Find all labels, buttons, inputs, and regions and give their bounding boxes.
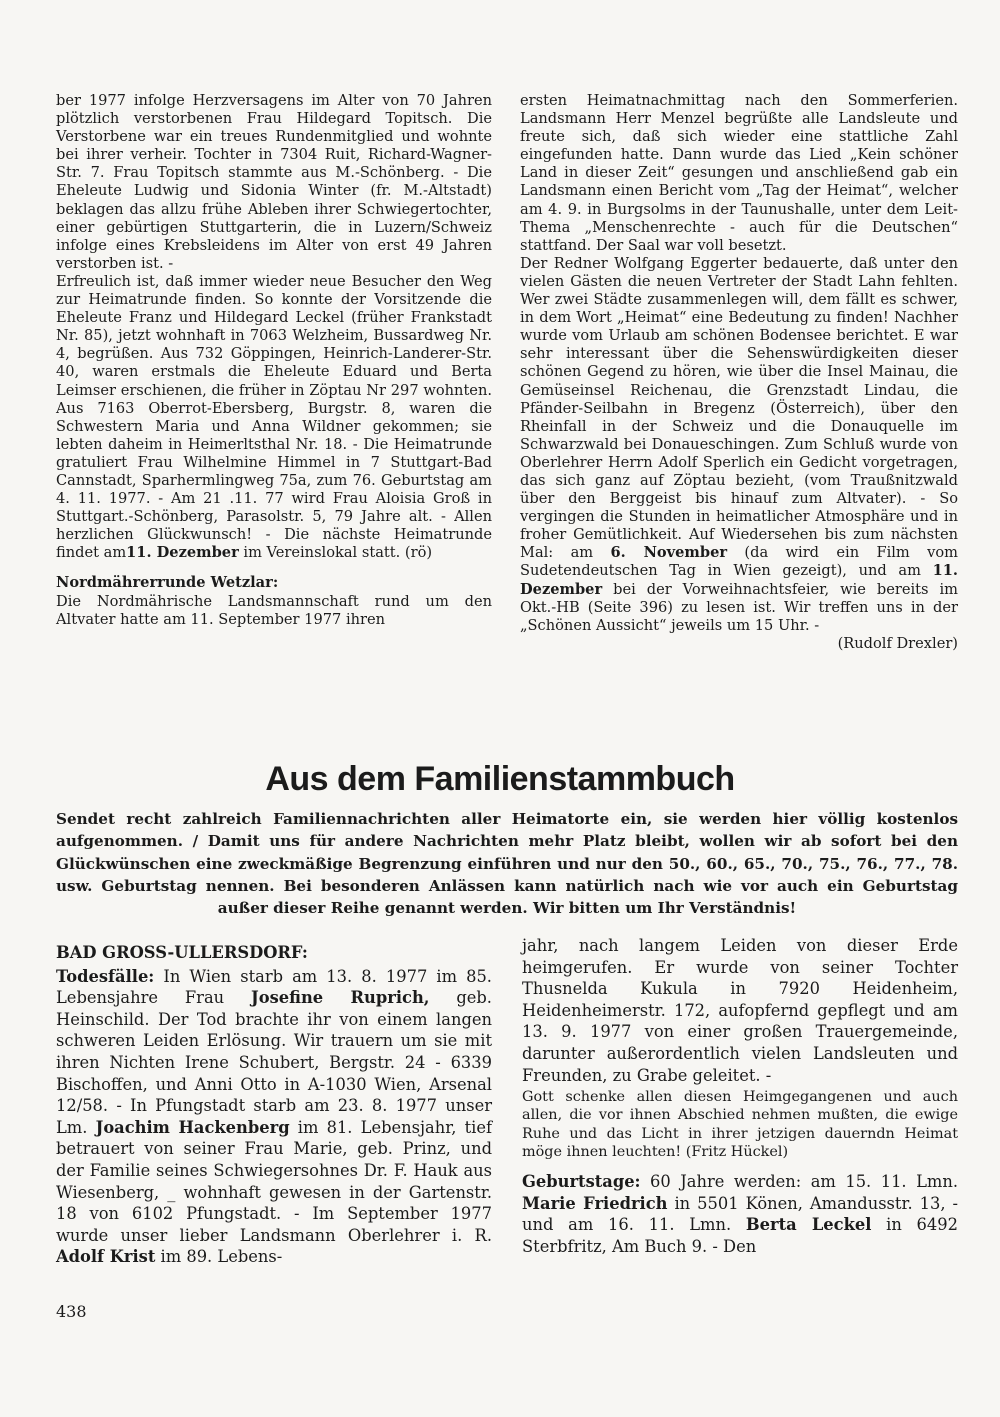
emphasis: 11. Dezember (126, 544, 239, 562)
emphasis: Josefine Ruprich, (251, 988, 430, 1008)
text: In Wien starb am 13. 8. 1977 im 85. Lebensjahre Frau (56, 966, 492, 1008)
bottom-right-column (522, 935, 958, 1257)
text: in 5501 Könen, Amandusstr. 13, - und am 16. 11. Lmn. (522, 1193, 959, 1235)
emphasis: Berta Leckel (745, 1215, 872, 1235)
text: im 89. Lebens- (155, 1247, 283, 1267)
top-right-column (520, 92, 958, 653)
paragraph (522, 935, 958, 1086)
text: im Vereinslokal statt. (rö) (238, 544, 433, 562)
text: Gott schenke allen diesen Heimgegangenen und auch allen, die vor ihnen Abschied nehmen mußten, die ewige Ruhe und das Licht in ihrer jetzigen dauerndn Heimat möge ihnen leuchten! (Fritz Hückel) (522, 1089, 958, 1160)
text: 60 Jahre werden: am 15. 11. Lmn. (640, 1171, 958, 1191)
text: jahr, nach langem Leiden von dieser Erde heimgerufen. Er wurde von seiner Tochter Thusnelda Kukula in 7920 Heidenheim, Heidenheimerstr. 172, aufopfernd gepflegt und am 13. 9. 1977 von einer großen Trauergemeinde, darunter außerordentlich vielen Landsleuten und Freunden, zu Grabe geleitet. - (522, 936, 958, 1085)
text: ersten Heimatnachmittag nach den Sommerferien. Landsmann Herr Menzel begrüßte alle Landsleute und freute sich, daß sich wieder eine stattliche Zahl eingefunden hatte. Dann wurde das Lied „Kein schöner Land in dieser Zeit“ gesungen und anschließend gab ein Landsmann einen Bericht vom „Tag der Heimat“, welcher am 4. 9. in Burgsolms in der Taunushalle, unter dem Leit-Thema „Menschenrechte - auch für die Deutschen“ stattfand. Der Saal war voll besetzt. (520, 92, 958, 254)
emphasis: Adolf Krist (56, 1247, 156, 1267)
text: (da wird ein Film vom Sudetendeutschen Tag in Wien gezeigt), und am (520, 544, 959, 580)
place-heading: BAD GROSS-ULLERSDORF: (56, 943, 308, 962)
paragraph (520, 92, 958, 255)
text: Der Redner Wolfgang Eggerter bedauerte, daß unter den vielen Gästen die neuen Vertreter der Stadt Lahn fehlten. Wer zwei Städte zusammenlegen will, dem fällt es schwer, in dem Wort „Heimat“ eine Bedeutung zu finden! Nachher wurde vom Urlaub am schönen Bodensee berichtet. E war sehr interessant über die Sehenswürdigkeiten dieser schönen Gegend zu hören, wie über die Insel Mainau, die Gemüseinsel Reichenau, die Grenzstadt Lindau, die Pfänder-Seilbahn in Bregenz (Österreich), über den Rheinfall in der Schweiz und die Donauquelle im Schwarzwald bei Donaueschingen. Zum Schluß wurde von Oberlehrer Herrn Adolf Sperlich ein Gedicht vorgetragen, das sich ganz auf Zöptau bezieht, (vom Traußnitzwald über den Berggeist bis hinauf zum Altvater). - So vergingen die Stunden in heimatlicher Atmosphäre und in froher Gemütlichkeit. Auf Wiedersehen bis zum nächsten Mal: am (520, 254, 958, 562)
text: Erfreulich ist, daß immer wieder neue Besucher den Weg zur Heimatrunde finden. So konnte der Vorsitzende die Eheleute Franz und Hildegard Leckel (früher Frankstadt Nr. 85), jetzt wohnhaft in 7063 Welzheim, Bussardweg Nr. 4, begrüßen. Aus 732 Göppingen, Heinrich-Landerer-Str. 40, waren erstmals die Eheleute Eduard und Berta Leimser erschienen, die früher in Zöptau Nr 297 wohnten. Aus 7163 Oberrot-Ebersberg, Burgstr. 8, waren die Schwestern Maria und Anna Wildner gekommen; sie lebten daheim in Heimerltsthal Nr. 18. - Die Heimatrunde gratuliert Frau Wilhelmine Himmel in 7 Stuttgart-Bad Cannstadt, Sparhermlingweg 75a, zum 76. Geburtstag am 4. 11. 1977. - Am 21 .11. 77 wird Frau Aloisia Groß in Stuttgart.-Schönberg, Parasolstr. 5, 79 Jahre alt. - Allen herzlichen Glückwunsch! - Die nächste Heimatrunde findet am (56, 272, 492, 562)
section-intro: Sendet recht zahlreich Familiennachrichten aller Heimatorte ein, sie werden hier völlig kostenlos aufgenommen. / Damit uns für andere Nachrichten mehr Platz bleibt, wollen wir ab sofort bei den Glückwünschen eine zweckmäßige Begrenzung einführen und nur den 50., 60., 65., 70., 75., 76., 77., 78. usw. Geburtstag nennen. Bei besonderen Anlässen kann natürlich nach wie vor auch ein Geburtstag außer dieser Reihe genannt werden. Wir bitten um Ihr Verständnis! (56, 810, 958, 918)
paragraph (520, 255, 958, 635)
paragraph (56, 593, 492, 629)
paragraph (56, 273, 492, 563)
paragraph (56, 966, 492, 1268)
emphasis: Marie Friedrich (522, 1193, 668, 1213)
text: bei der Vorweihnachtsfeier, wie bereits im Okt.-HB (Seite 396) zu lesen ist. Wir treffen uns in der „Schönen Aussicht“ jeweils um 15 Uhr. - (520, 580, 958, 634)
paragraph (56, 92, 492, 273)
signature: (Rudolf Drexler) (837, 634, 958, 652)
text: in 6492 Sterbfritz, Am Buch 9. - Den (522, 1215, 958, 1256)
subheading: Nordmährerrunde Wetzlar: (56, 574, 279, 592)
deaths-label: Todesfälle: (56, 966, 155, 986)
paragraph (522, 1088, 958, 1161)
text: ber 1977 infolge Herzversagens im Alter von 70 Jahren plötzlich verstorbenen Frau Hildegard Topitsch. Die Verstorbene war ein treues Rundenmitglied und wohnte bei ihrer verheir. Tochter in 7304 Ruit, Richard-Wagner-Str. 7. Frau Topitsch stammte aus M.-Schönberg. - Die Eheleute Ludwig und Sidonia Winter (fr. M.-Altstadt) beklagen das allzu frühe Ableben ihrer Schwiegertochter, einer gebürtigen Stuttgarterin, die in Luzern/Schweiz infolge eines Krebsleidens im Alter von erst 49 Jahren verstorben ist. - (56, 92, 492, 272)
page-number: 438 (56, 1302, 87, 1321)
birthdays-label: Geburtstage: (522, 1171, 641, 1191)
top-left-column (56, 92, 492, 629)
section-title: Aus dem Familienstammbuch (265, 760, 735, 798)
emphasis: 6. November (610, 544, 728, 562)
text: Die Nordmährische Landsmannschaft rund um den Altvater hatte am 11. September 1977 ihren (56, 592, 492, 628)
emphasis: 11. Dezember (520, 562, 958, 598)
text: geb. Heinschild. Der Tod brachte ihr von einem langen schweren Leiden Erlösung. Wir trauern um sie mit ihren Nichten Irene Schubert, Bergstr. 24 - 6339 Bischoffen, und Anni Otto in A-1030 Wien, Arsenal 12/58. - In Pfungstadt starb am 23. 8. 1977 unser Lm. (56, 988, 492, 1137)
text: im 81. Lebensjahr, tief betrauert von seiner Frau Marie, geb. Prinz, und der Familie seines Schwiegersohnes Dr. F. Hauk aus Wiesenberg, _ wohnhaft gewesen in der Gartenstr. 18 von 6102 Pfungstadt. - Im September 1977 wurde unser lieber Landsmann Oberlehrer i. R. (56, 1117, 492, 1245)
paragraph (522, 1171, 958, 1257)
bottom-left-column (56, 942, 492, 1268)
emphasis: Joachim Hackenberg (95, 1117, 290, 1137)
